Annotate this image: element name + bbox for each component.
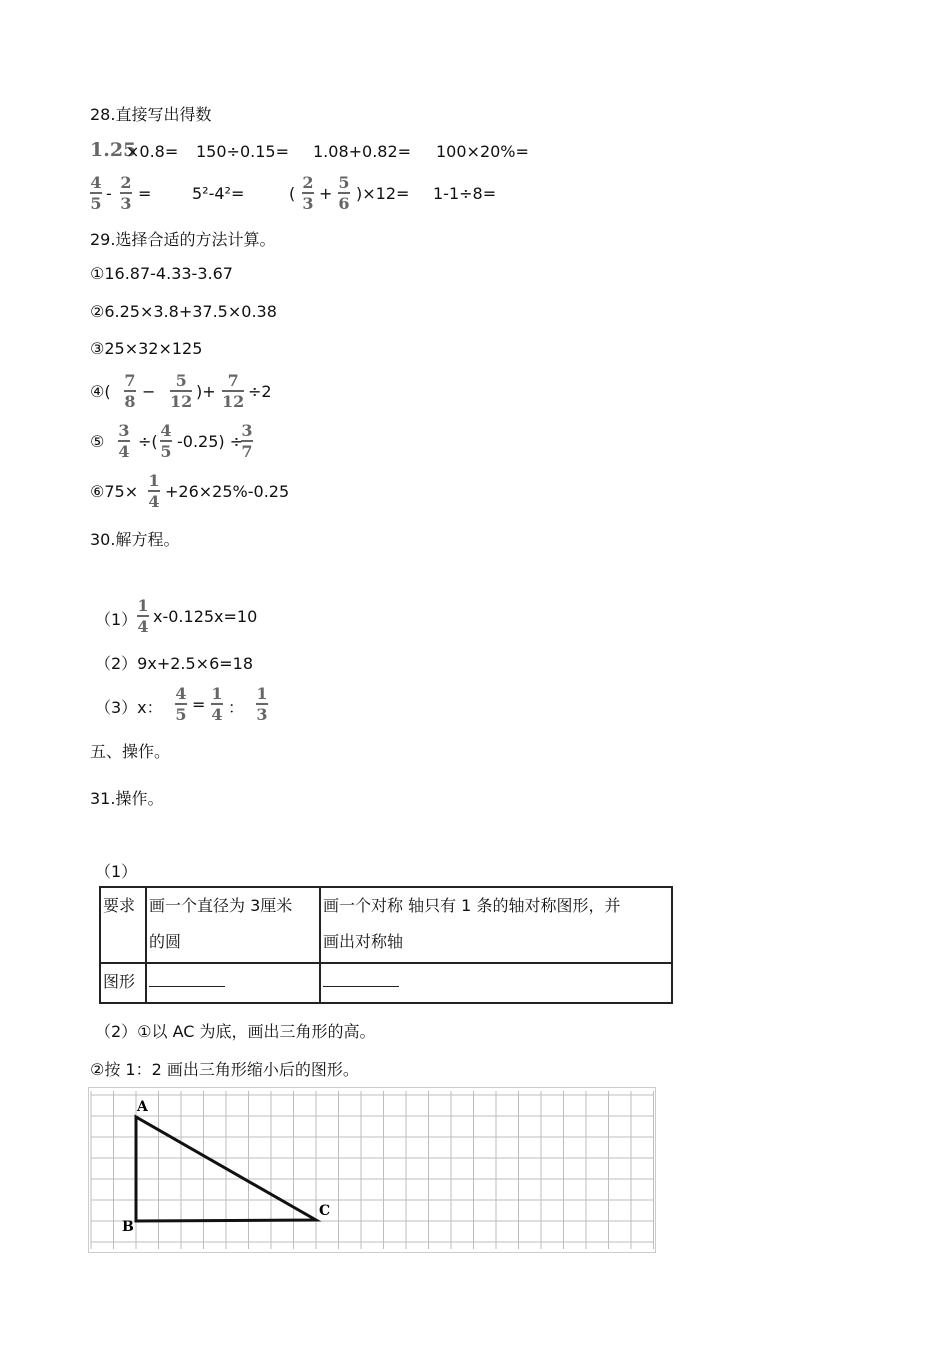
q29-p4-tail: ÷2: [248, 382, 272, 401]
q30-e3-frac-1: 4 5: [175, 684, 187, 724]
q28-lparen: (: [289, 184, 296, 203]
q29-p4-pre: ④(: [90, 382, 111, 401]
q31-sub2: （2）①以 AC 为底，画出三角形的高。: [95, 1022, 376, 1041]
q31-sub1: （1）: [95, 862, 138, 881]
q28-plus: +: [319, 184, 333, 203]
q29-p5-frac-1: 3 4: [118, 421, 130, 461]
q29-p6-frac: 1 4: [148, 471, 160, 511]
grid-triangle-figure[interactable]: [88, 1087, 658, 1255]
q30-e3-frac-3: 1 3: [256, 684, 268, 724]
q29-p5-frac-2: 4 5: [160, 421, 172, 461]
q30-e1-tail: x-0.125x=10: [153, 607, 258, 626]
table-cell-circle-req: 画一个直径为 3厘米 的圆: [146, 887, 320, 963]
q29-p5-frac-3: 3 7: [241, 421, 253, 461]
table-cell-symmetry-req: 画一个对称 轴只有 1 条的轴对称图形，并 画出对称轴: [320, 887, 672, 963]
q29-p2: ②6.25×3.8+37.5×0.38: [90, 302, 277, 321]
q28-r1-a2: ×0.8=: [126, 142, 179, 161]
q30-title: 30.解方程。: [90, 530, 180, 549]
q29-p4-plus: )+: [196, 382, 216, 401]
q28-frac-2: 2 3: [120, 173, 132, 213]
q28-r2-d: 1-1÷8=: [433, 184, 497, 203]
grid-border: [89, 1088, 656, 1253]
requirement-table: [99, 886, 673, 1004]
q28-r2-b: 5²-4²=: [192, 184, 245, 203]
q29-p6-tail: +26×25%-0.25: [165, 482, 290, 501]
q29-p4-frac-3: 7 12: [222, 371, 245, 411]
q30-e3-frac-2: 1 4: [211, 684, 223, 724]
table-cell-symmetry-drawing[interactable]: [320, 963, 672, 1003]
q29-p4-mid: −: [142, 382, 156, 401]
q29-p4-frac-1: 7 8: [124, 371, 136, 411]
vertex-b-label: B: [122, 1219, 134, 1235]
q28-frac-1: 4 5: [90, 173, 102, 213]
q31-sub3: ②按 1：2 画出三角形缩小后的图形。: [90, 1060, 359, 1079]
q28-title: 28.直接写出得数: [90, 105, 212, 124]
q29-p5-mid: ÷(: [138, 432, 158, 451]
q29-p3: ③25×32×125: [90, 339, 203, 358]
q29-p6-pre: ⑥75×: [90, 482, 139, 501]
q30-e1-pre: （1）: [95, 610, 138, 629]
q28-r1-b: 150÷0.15=: [196, 142, 289, 161]
q28-r1-c: 1.08+0.82=: [313, 142, 412, 161]
q29-p5-pre: ⑤: [90, 432, 105, 451]
q28-frac-3: 2 3: [302, 173, 314, 213]
q29-p5-mid2: -0.25) ÷: [177, 432, 244, 451]
q30-e3-colon: ：: [228, 698, 245, 717]
q30-e2: （2）9x+2.5×6=18: [95, 654, 254, 673]
q28-r1-d: 100×20%=: [436, 142, 529, 161]
q29-p1: ①16.87-4.33-3.67: [90, 264, 233, 283]
vertex-a-label: A: [137, 1099, 148, 1115]
q28-minus: -: [106, 184, 112, 203]
q28-tail: )×12=: [356, 184, 410, 203]
table-cell-circle-drawing[interactable]: [146, 963, 320, 1003]
q29-title: 29.选择合适的方法计算。: [90, 230, 276, 249]
q29-p4-frac-2: 5 12: [170, 371, 193, 411]
q30-e3-eq: =: [192, 695, 206, 714]
table-cell-figure-label: 图形: [100, 963, 146, 1003]
q30-e3-pre: （3）x：: [95, 698, 163, 717]
table-cell-header: 要求: [100, 887, 146, 963]
section-5-heading: 五、操作。: [90, 742, 171, 761]
q28-eq: =: [138, 184, 152, 203]
vertex-c-label: C: [319, 1203, 331, 1219]
q28-frac-4: 5 6: [338, 173, 350, 213]
q31-title: 31.操作。: [90, 789, 164, 808]
q30-e1-frac: 1 4: [137, 596, 149, 636]
q28-r1-a1: 1.25: [90, 139, 137, 161]
